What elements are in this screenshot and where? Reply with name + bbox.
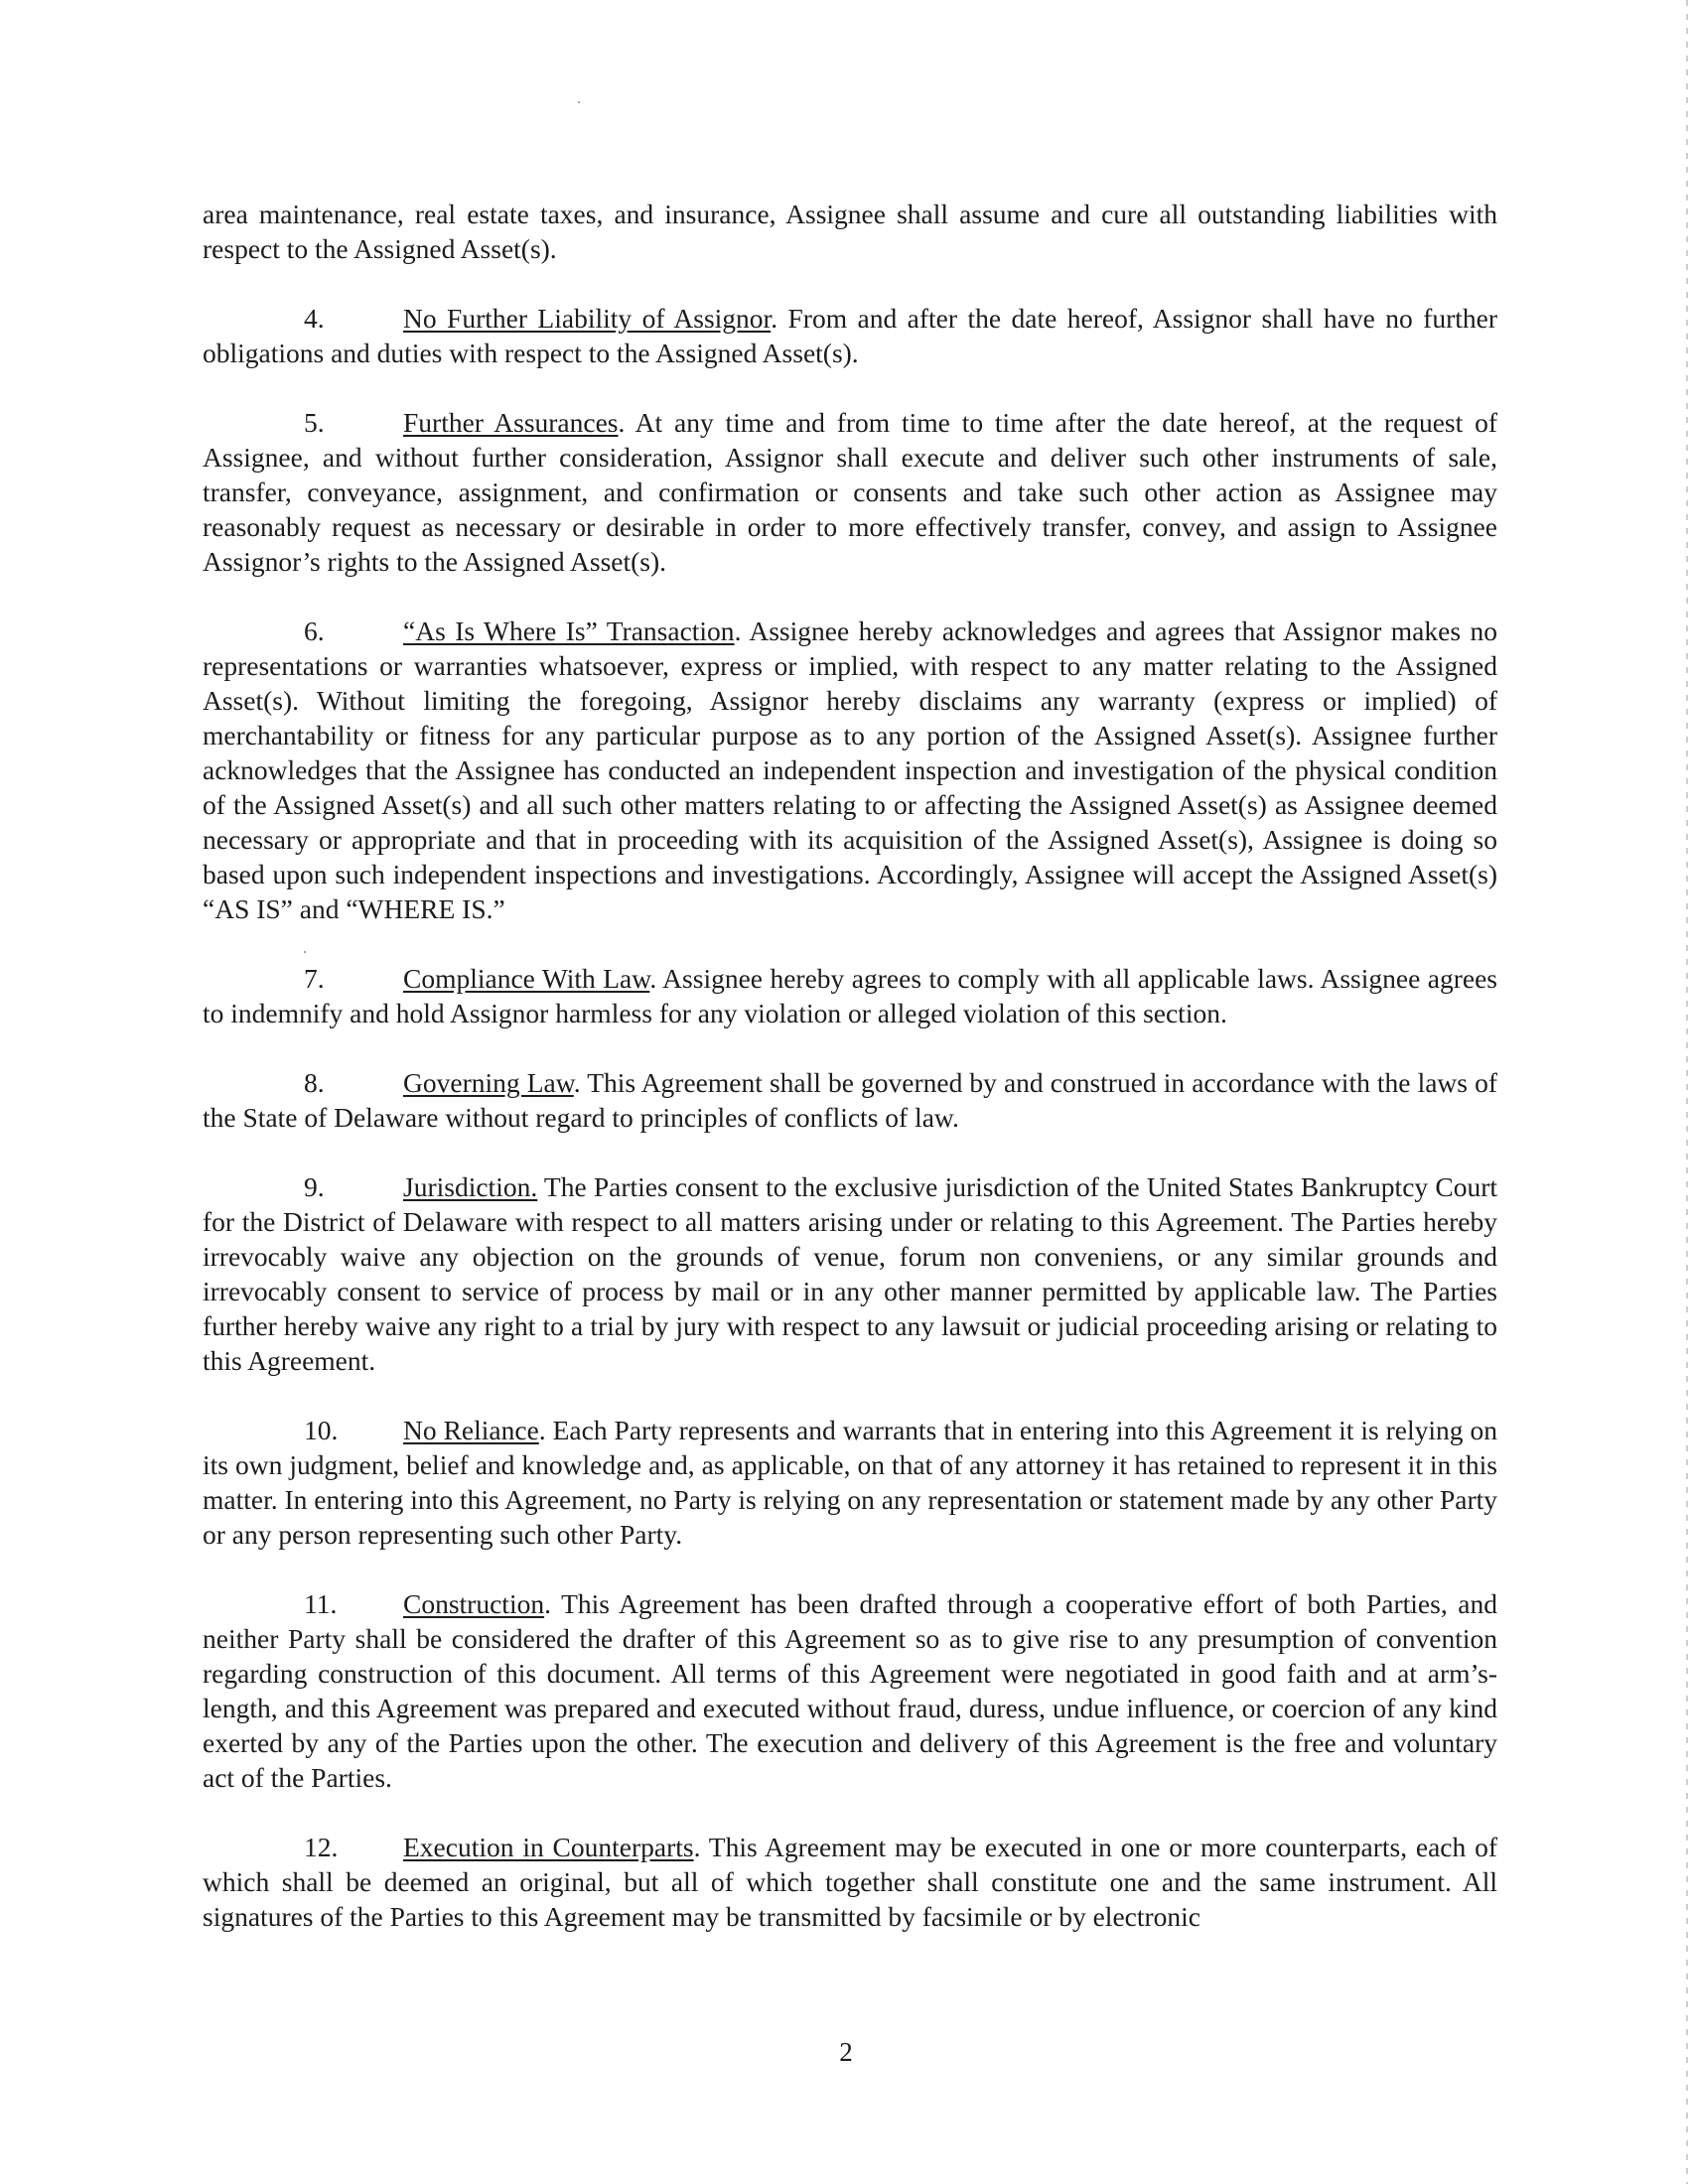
section-heading: Compliance With Law [403, 963, 650, 994]
section-heading: Execution in Counterparts [403, 1832, 694, 1862]
section-body: . This Agreement has been drafted through a cooperative effort of both Parties, and neither Party shall be considered the drafter of this Agreement so as to give rise to any presumption of convention regarding construction of this document. All terms of this Agreement were negotiated in good faith and at arm’s-length, and this Agreement was prepared and executed without fraud, duress, undue influence, or coercion of any kind exerted by any of the Parties upon the other. The execution and delivery of this Agreement is the free and voluntary act of the Parties. [203, 1588, 1497, 1793]
section-body: . From and after the date hereof, Assignor shall have no further obligations and duties with respect to the Assigned Asset(s). [203, 303, 1497, 368]
section-heading: Jurisdiction. [403, 1171, 538, 1202]
section-7 [203, 961, 1497, 1030]
document-body [203, 197, 1497, 1969]
section-body: The Parties consent to the exclusive jurisdiction of the United States Bankruptcy Court for the District of Delaware with respect to all matters arising under or relating to this Agreement. The Parties hereby irrevocably waive any objection on the grounds of venue, forum non conveniens, or any similar grounds and irrevocably consent to service of process by mail or in any other manner permitted by applicable law. The Parties further hereby waive any right to a trial by jury with respect to any lawsuit or judicial proceeding arising or relating to this Agreement. [203, 1171, 1497, 1376]
section-number: 12. [304, 1832, 339, 1862]
section-number: 11. [304, 1588, 338, 1619]
section-heading: No Reliance [403, 1415, 539, 1445]
section-8 [203, 1065, 1497, 1135]
section-body: . Assignee hereby agrees to comply with all applicable laws. Assignee agrees to indemnify and hold Assignor harmless for any violation or alleged violation of this section. [203, 963, 1497, 1028]
section-number: 7. [304, 963, 325, 994]
section-4 [203, 301, 1497, 370]
section-number: 8. [304, 1067, 325, 1098]
section-9 [203, 1169, 1497, 1378]
section-heading: Further Assurances [403, 407, 619, 438]
section-number: 4. [304, 303, 325, 334]
section-heading: No Further Liability of Assignor [403, 303, 772, 334]
section-6 [203, 614, 1497, 926]
section-11 [203, 1586, 1497, 1795]
page-number: 2 [839, 2037, 853, 2067]
section-body: . At any time and from time to time after the date hereof, at the request of Assignee, and without further consideration, Assignor shall execute and deliver such other instruments of sale, transfer, conveyance, assignment, and confirmation or consents and take such other action as Assignee may reasonably request as necessary or desirable in order to more effectively transfer, convey, and assign to Assignee Assignor’s rights to the Assigned Asset(s). [203, 407, 1497, 577]
section-heading: Governing Law [403, 1067, 574, 1098]
section-10 [203, 1413, 1497, 1552]
section-heading: Construction [403, 1588, 545, 1619]
continuation-paragraph: area maintenance, real estate taxes, and insurance, Assignee shall assume and cure all outstanding liabilities with respect to the Assigned Asset(s). [203, 199, 1497, 264]
scan-speck [578, 101, 580, 103]
section-12 [203, 1830, 1497, 1934]
section-number: 9. [304, 1171, 325, 1202]
section-body: . This Agreement may be executed in one or more counterparts, each of which shall be deemed an original, but all of which together shall constitute one and the same instrument. All signatures of the Parties to this Agreement may be transmitted by facsimile or by electronic [203, 1832, 1497, 1932]
section-body: . Each Party represents and warrants that in entering into this Agreement it is relying on its own judgment, belief and knowledge and, as applicable, on that of any attorney it has retained to represent it in this matter. In entering into this Agreement, no Party is relying on any representation or statement made by any other Party or any person representing such other Party. [203, 1415, 1497, 1550]
section-heading: “As Is Where Is” Transaction [403, 615, 735, 646]
scan-edge-artifact [1686, 0, 1688, 2184]
section-number: 10. [304, 1415, 339, 1445]
section-number: 5. [304, 407, 325, 438]
section-body: . Assignee hereby acknowledges and agrees that Assignor makes no representations or warranties whatsoever, express or implied, with respect to any matter relating to the Assigned Asset(s). Without limiting the foregoing, Assignor hereby disclaims any warranty (express or implied) of merchantability or fitness for any particular purpose as to any portion of the Assigned Asset(s). Assignee further acknowledges that the Assignee has conducted an independent inspection and investigation of the physical condition of the Assigned Asset(s) and all such other matters relating to or affecting the Assigned Asset(s) as Assignee deemed necessary or appropriate and that in proceeding with its acquisition of the Assigned Asset(s), Assignee is doing so based upon such independent inspections and investigations. Accordingly, Assignee will accept the Assigned Asset(s) “AS IS” and “WHERE IS.” [203, 615, 1497, 924]
section-body: . This Agreement shall be governed by and construed in accordance with the laws of the State of Delaware without regard to principles of conflicts of law. [203, 1067, 1497, 1133]
section-number: 6. [304, 615, 325, 646]
section-5 [203, 405, 1497, 579]
